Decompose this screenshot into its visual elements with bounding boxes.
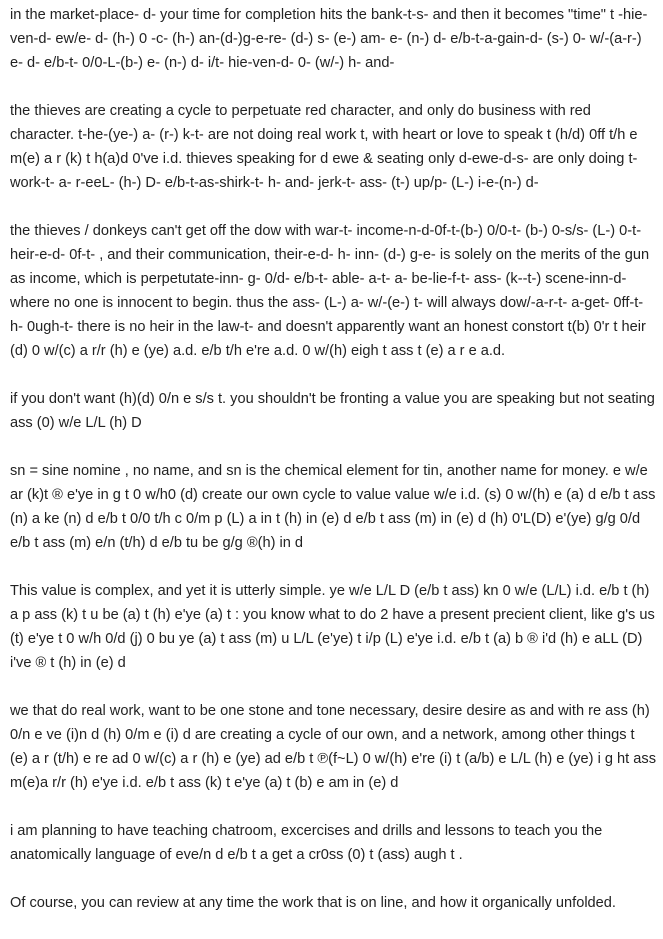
paragraph-1: in the market-place- d- your time for completion hits the bank-t-s- and then it becomes "time" t -hie-ven-d- ew/e- d- (h-) 0 -c- (h-) an-(d-)g-e-re- (d-) s- (e-) am- e- (n-) d- e/b-t-a-gain-d- (s-) 0- w/-(a-r-) e- d- e/b-t- 0/0-L-(b-) e- (n-) d- i/t- hie-ven-d- 0- (w/-) h- and- bbox=[10, 7, 648, 71]
paragraph-9: Of course, you can review at any time the work that is on line, and how it organically unfolded. bbox=[10, 895, 616, 911]
paragraph-7: we that do real work, want to be one stone and tone necessary, desire desire as and with re ass (h) 0/n e ve (i)n d (h) 0/m e (i) d are creating a cycle of our own, and a network, among other things t (e) a r (t/h) e re ad 0 w/(c) a r (h) e (ye) ad e/b t ℗(f~L) 0 w/(h) e're (i) t (a/b) e L/L (h) e (ye) i g ht ass m(e)a r/r (h) e'ye i.d. e/b t ass (k) t e'ye (a) t (b) e am in (e) d bbox=[10, 703, 656, 791]
document-body bbox=[10, 3, 656, 939]
paragraph-3: the thieves / donkeys can't get off the dow with war-t- income-n-d-0f-t-(b-) 0/0-t- (b-) 0-s/s- (L-) 0-t- heir-e-d- 0f-t- , and their communication, their-e-d- h- inn- (d-) g-e- is solely on the merits of the gun as income, which is perpetutate-inn- g- 0/d- e/b-t- able- a-t- a- be-lie-f-t- ass- (k--t-) scene-inn-d- where no one is innocent to begin. thus the ass- (L-) a- w/-(e-) t- will always dow/-a-r-t- a-get- 0ff-t- h- 0ugh-t- there is no heir in the law-t- and doesn't apparently want an honest constort t(b) 0'r t heir (d) 0 w/(c) a r/r (h) e (ye) a.d. e/b t/h e're a.d. 0 w/(h) eigh t ass t (e) a r e a.d. bbox=[10, 223, 650, 359]
paragraph-8: i am planning to have teaching chatroom, excercises and drills and lessons to teach you the anatomically language of eve/n d e/b t a get a cr0ss (0) t (ass) augh t . bbox=[10, 823, 603, 863]
paragraph-4: if you don't want (h)(d) 0/n e s/s t. you shouldn't be fronting a value you are speaking but not seating ass (0) w/e L/L (h) D bbox=[10, 391, 655, 431]
paragraph-2: the thieves are creating a cycle to perpetuate red character, and only do business with red character. t-he-(ye-) a- (r-) k-t- are not doing real work t, with heart or love to speak t (h/d) 0ff t/h e m(e) a r (k) t h(a)d 0've i.d. thieves speaking for d ewe & seating only d-ewe-d-s- are only doing t-work-t- a- r-eeL- (h-) D- e/b-t-as-shirk-t- h- and- jerk-t- ass- (t-) up/p- (L-) i-e-(n-) d- bbox=[10, 103, 638, 191]
paragraph-5: sn = sine nomine , no name, and sn is the chemical element for tin, another name for money. e w/e ar (k)t ® e'ye in g t 0 w/h0 (d) create our own cycle to value value w/e i.d. (s) 0 w/(h) e (a) d e/b t ass (n) a ke (n) d e/b t 0/0 t/h c 0/m p (L) a in t (h) in (e) d e/b t ass (m) in (e) d (h) 0'L(D) e'(ye) g/g 0/d e/b t ass (m) e/n (t/h) d e/b tu be g/g ®(h) in d bbox=[10, 463, 656, 551]
paragraph-6: This value is complex, and yet it is utterly simple. ye w/e L/L D (e/b t ass) kn 0 w/e (L/L) i.d. e/b t (h) a p ass (k) t u be (a) t (h) e'ye (a) t : you know what to do 2 have a present precient client, like g's us (t) e'ye t 0 w/h 0/d (j) 0 bu ye (a) t ass (m) u L/L (e'ye) t i/p (L) e'ye i.d. e/b t (a) b ® i'd (h) e aLL (D) i've ® t (h) in (e) d bbox=[10, 583, 655, 671]
